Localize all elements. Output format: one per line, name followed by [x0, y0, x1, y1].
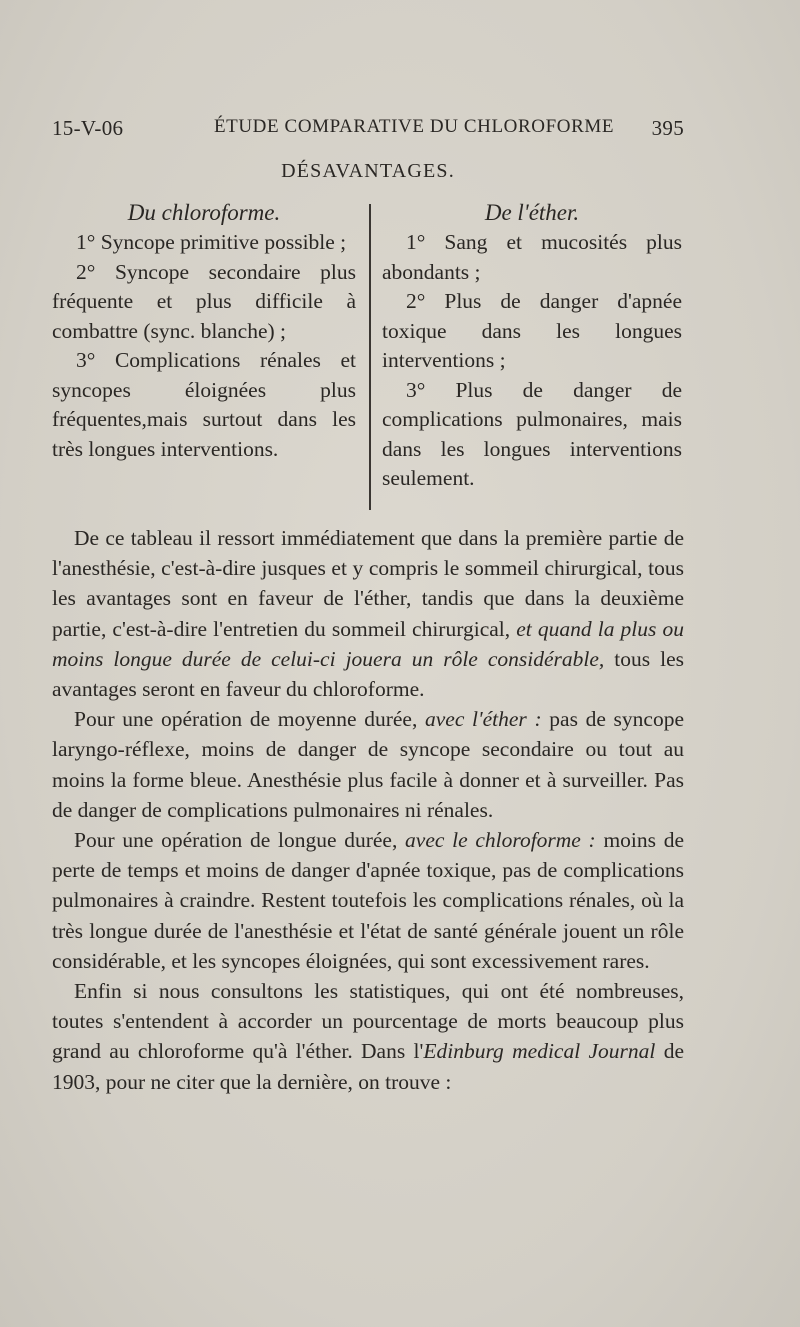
running-header	[52, 116, 684, 146]
chloroform-item-1: 1° Syncope primitive possible ;	[76, 230, 347, 254]
paragraph-1-text-a: De ce tableau il ressort immédiatement que dans la première partie de l'anesthésie, c'est-à-dire jusques et y compris le sommeil chirurgical, tous les avantages sont en faveur de l'éther, tandis que dans la deuxième partie, c'est-à-dire l'entretien du sommeil chirurgical,	[52, 526, 684, 641]
ether-item-1: 1° Sang et mucosités plus abondants ;	[382, 230, 682, 284]
section-title: DÉSAVANTAGES.	[281, 160, 455, 182]
paragraph-3-italic: avec le chloroforme :	[405, 828, 596, 853]
journal-title: Edinburg medical Journal	[423, 1039, 656, 1064]
page-number: 395	[651, 116, 684, 140]
ether-item-2: 2° Plus de danger d'apnée toxique dans les longues interventions ;	[382, 289, 682, 372]
paragraph-1-italic: et quand la plus ou moins longue durée de celui-ci jouera un rôle considérable,	[52, 616, 684, 671]
paragraph-2	[52, 704, 684, 825]
paragraph-2-text-a: Pour une opération de moyenne durée,	[74, 707, 426, 732]
paragraph-4	[52, 976, 684, 1097]
paragraph-1-text-c: tous les avantages seront en faveur du chloroforme.	[52, 646, 684, 702]
paragraph-3-text-c: moins de perte de temps et moins de danger d'apnée toxique, pas de complications pulmonaires à craindre. Restent toutefois les complications rénales, où la très longue durée de l'anesthésie et l'état de santé générale jouent un rôle considérable, et les syncopes éloignées, qui sont excessivement rares.	[52, 828, 685, 973]
paragraph-1	[52, 523, 684, 704]
ether-item-3: 3° Plus de danger de complications pulmonaires, mais dans les longues interventions seulement.	[382, 377, 682, 490]
ether-heading: De l'éther.	[484, 200, 580, 225]
paragraph-2-italic: avec l'éther :	[425, 707, 542, 732]
body-text	[52, 523, 684, 1097]
paragraph-2-text-c: pas de syncope laryngo-réflexe, moins de danger de syncope secondaire ou tout au moins la forme bleue. Anesthésie plus facile à donner et à surveiller. Pas de danger de complications pulmonaires ni rénales.	[52, 707, 684, 822]
header-date: 15-V-06	[52, 116, 124, 140]
chloroform-item-3: 3° Complications rénales et syncopes éloignées plus fréquentes,mais surtout dans les très longues interventions.	[52, 348, 356, 461]
column-divider	[369, 204, 371, 510]
chloroform-item-2: 2° Syncope secondaire plus fréquente et plus difficile à combattre (sync. blanche) ;	[52, 259, 356, 343]
chloroform-heading: Du chloroforme.	[127, 200, 281, 225]
paragraph-3-text-a: Pour une opération de longue durée,	[74, 828, 406, 853]
chloroform-column	[52, 198, 356, 464]
paragraph-4-text-a: Enfin si nous consultons les statistiques, qui ont été nombreuses, toutes s'entendent à accorder un pourcentage de morts beaucoup plus grand au chloroforme qu'à l'éther. Dans l'	[52, 979, 684, 1064]
ether-column	[382, 198, 682, 494]
paragraph-3	[52, 825, 684, 976]
paragraph-4-text-c: de 1903, pour ne citer que la dernière, on trouve :	[52, 1039, 685, 1094]
header-title: ÉTUDE COMPARATIVE DU CHLOROFORME	[213, 116, 615, 137]
